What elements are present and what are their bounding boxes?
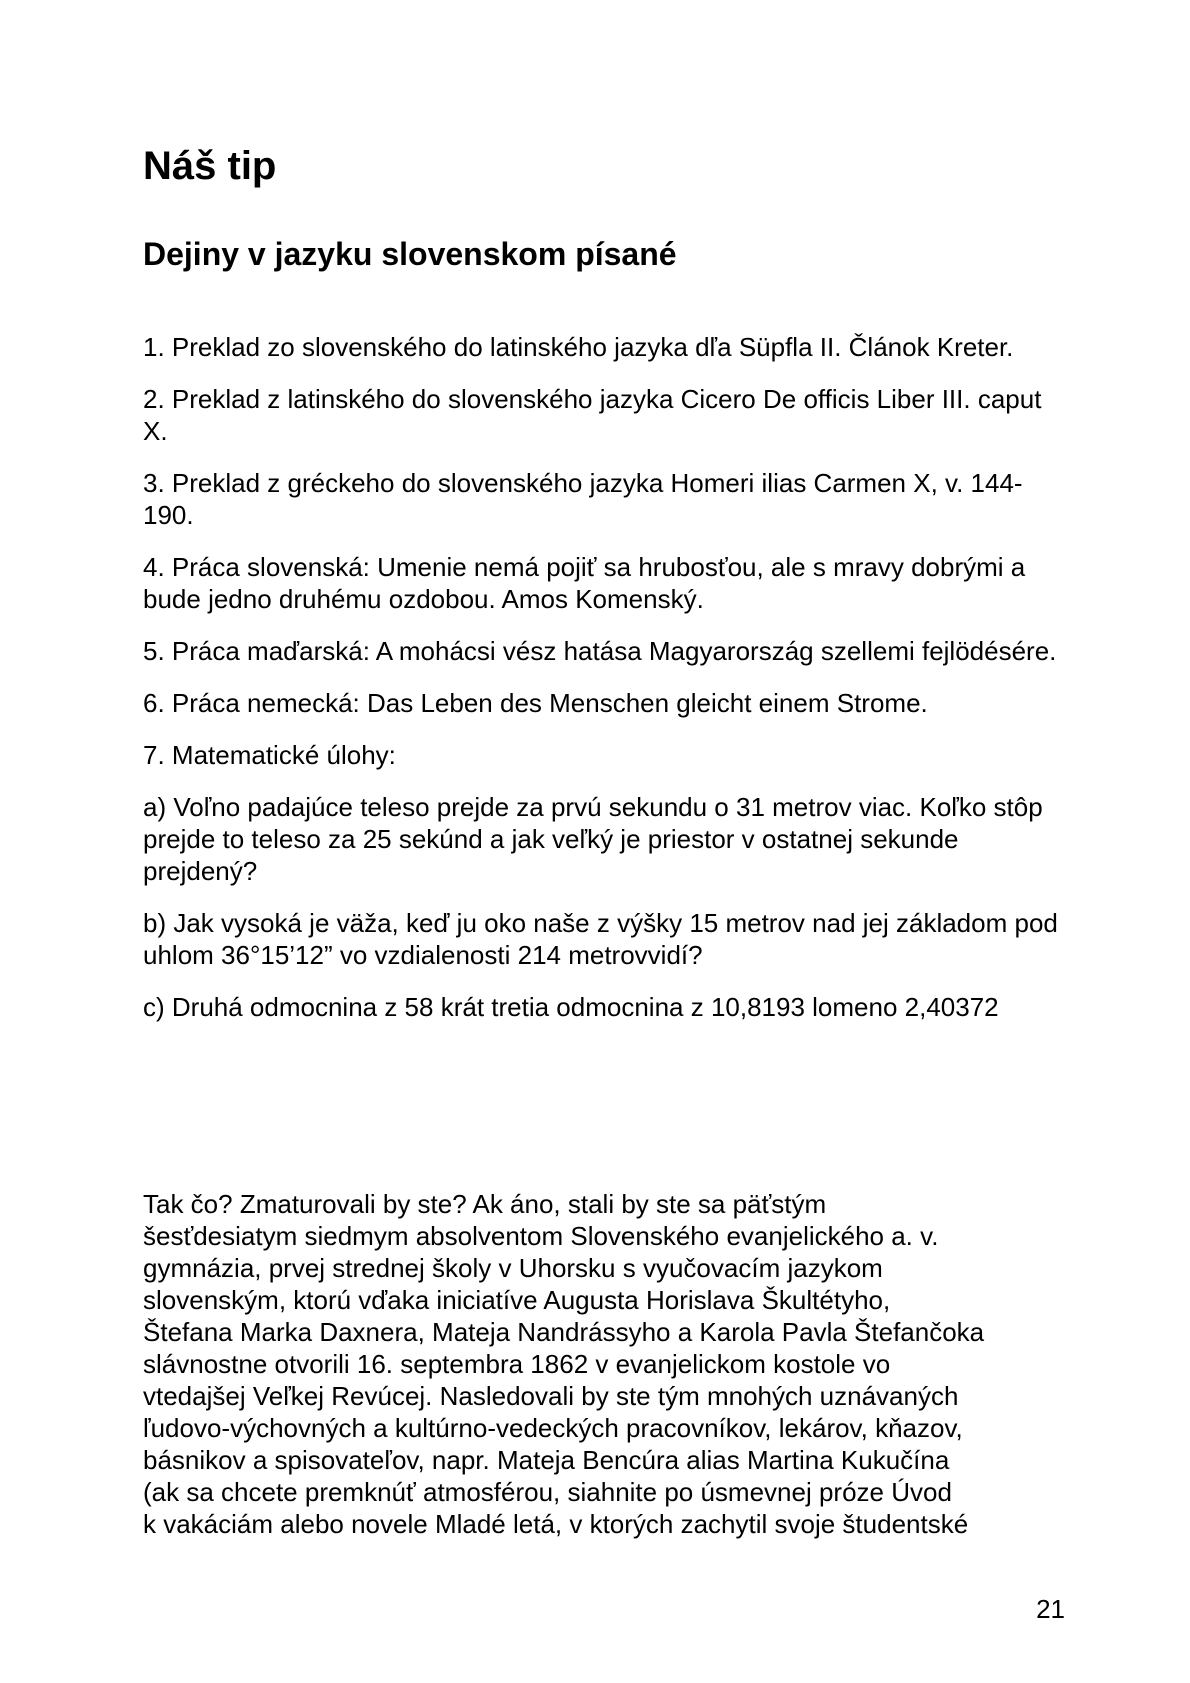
list-item: 2. Preklad z latinského do slovenského jazyka Cicero De officis Liber III. caput X.	[143, 384, 1042, 446]
paragraph-line: Tak čo? Zmaturovali by ste? Ak áno, stali by ste sa päťstým	[143, 1189, 827, 1219]
page-title: Náš tip	[143, 144, 277, 188]
paragraph-line: gymnázia, prvej strednej školy v Uhorsku s vyučovacím jazykom	[143, 1253, 883, 1283]
paragraph-line: Štefana Marka Daxnera, Mateja Nandrássyho a Karola Pavla Štefančoka	[143, 1317, 985, 1347]
closing-paragraph	[143, 1188, 1063, 1540]
list-item: 7. Matematické úlohy:	[143, 740, 396, 770]
paragraph-line: (ak sa chcete premknúť atmosférou, siahnite po úsmevnej próze Úvod	[143, 1477, 952, 1507]
exam-task-list	[143, 331, 1063, 1043]
paragraph-line: slovenským, ktorú vďaka iniciatíve Augusta Horislava Škultétyho,	[143, 1285, 891, 1315]
paragraph-line: šesťdesiatym siedmym absolventom Slovenského evanjelického a. v.	[143, 1221, 939, 1251]
section-subtitle: Dejiny v jazyku slovenskom písané	[143, 236, 677, 272]
list-item: 5. Práca maďarská: A mohácsi vész hatása Magyarország szellemi fejlödésére.	[143, 636, 1057, 666]
list-item: 1. Preklad zo slovenského do latinského jazyka dľa Süpfla II. Článok Kreter.	[143, 332, 1014, 362]
list-item: 6. Práca nemecká: Das Leben des Menschen gleicht einem Strome.	[143, 688, 928, 718]
paragraph-line: slávnostne otvorili 16. septembra 1862 v evanjelickom kostole vo	[143, 1349, 891, 1379]
page-number: 21	[1036, 1594, 1065, 1624]
list-item: 3. Preklad z gréckeho do slovenského jazyka Homeri ilias Carmen X, v. 144-190.	[143, 468, 1023, 530]
list-item: c) Druhá odmocnina z 58 krát tretia odmocnina z 10,8193 lomeno 2,40372	[143, 992, 999, 1022]
paragraph-line: vtedajšej Veľkej Revúcej. Nasledovali by ste tým mnohých uznávaných	[143, 1381, 959, 1411]
paragraph-line: k vakáciám alebo novele Mladé letá, v ktorých zachytil svoje študentské	[143, 1509, 969, 1539]
list-item: 4. Práca slovenská: Umenie nemá pojiť sa hrubosťou, ale s mravy dobrými a bude jedno druhému ozdobou. Amos Komenský.	[143, 552, 1026, 614]
list-item: a) Voľno padajúce teleso prejde za prvú sekundu o 31 metrov viac. Koľko stôp prejde to teleso za 25 sekúnd a jak veľký je priestor v ostatnej sekunde prejdený?	[143, 792, 1043, 886]
list-item: b) Jak vysoká je väža, keď ju oko naše z výšky 15 metrov nad jej základom pod uhlom 36°15’12” vo vzdialenosti 214 metrovvidí?	[143, 908, 1058, 970]
paragraph-line: ľudovo-výchovných a kultúrno-vedeckých pracovníkov, lekárov, kňazov,	[143, 1413, 963, 1443]
paragraph-line: básnikov a spisovateľov, napr. Mateja Bencúra alias Martina Kukučína	[143, 1445, 950, 1475]
